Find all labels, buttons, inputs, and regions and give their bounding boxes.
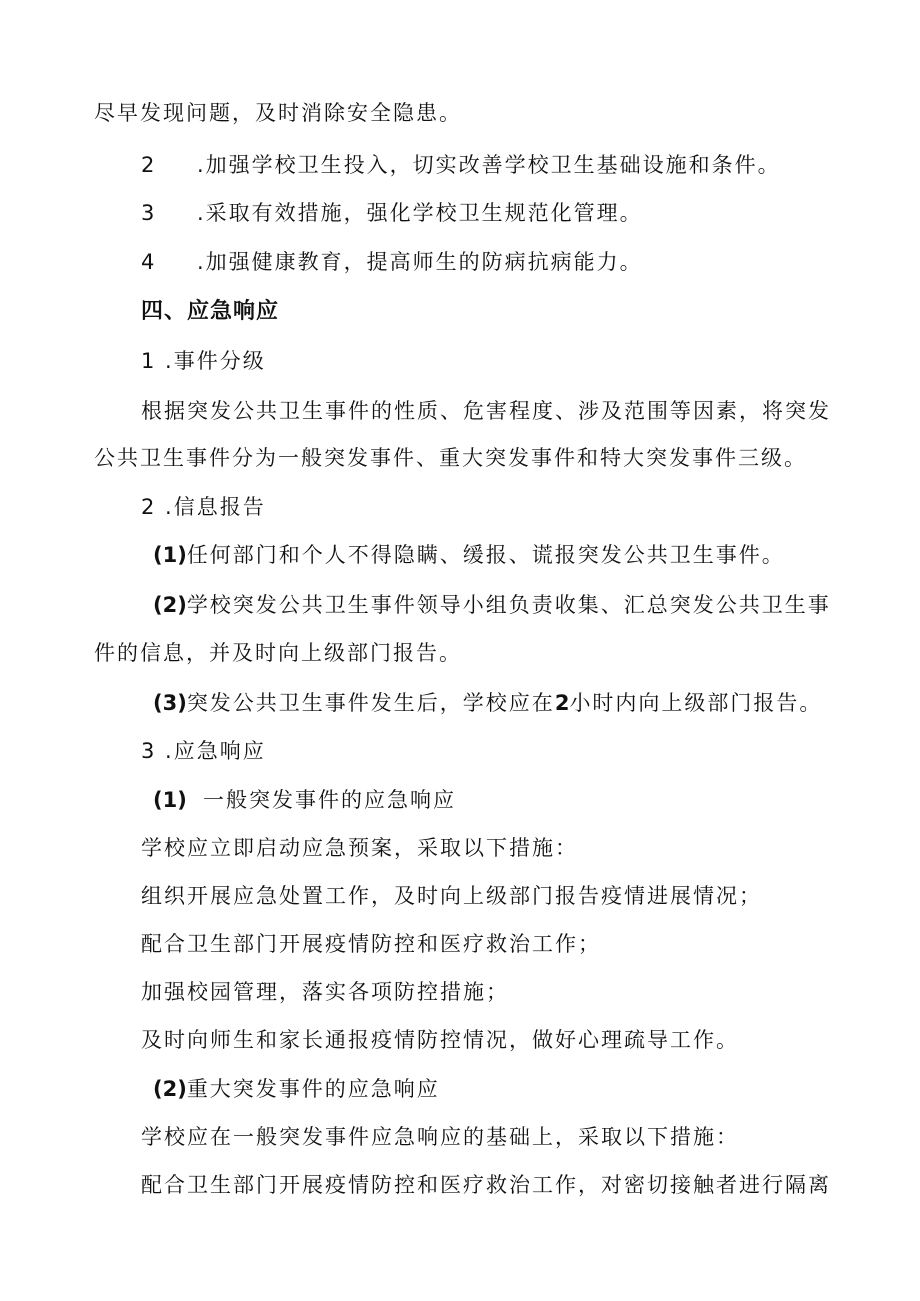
paragraph-line — [94, 638, 462, 668]
numbered-item-4 — [141, 247, 643, 277]
item-number: 4 — [141, 250, 155, 274]
paragraph-line — [141, 396, 831, 426]
line-text: 公共卫生事件分为一般突发事件、重大突发事件和特大突发事件三级。 — [94, 446, 807, 470]
item-text: 小时内向上级部门报告。 — [569, 691, 823, 715]
subsection-heading-1 — [141, 346, 266, 376]
subsection-text: 2 .信息报告 — [141, 495, 266, 519]
item-marker: (2) — [153, 593, 187, 617]
item-text: 一般突发事件的应急响应 — [203, 788, 456, 812]
paragraph-line — [141, 929, 601, 959]
list-item — [153, 785, 456, 815]
text-line — [94, 98, 462, 128]
item-text: 重大突发事件的应急响应 — [186, 1077, 440, 1101]
line-text: 根据突发公共卫生事件的性质、危害程度、涉及范围等因素，将突发 — [141, 399, 831, 423]
line-text: 及时向师生和家长通报疫情防控情况，做好心理疏导工作。 — [141, 1028, 739, 1052]
line-text: 尽早发现问题，及时消除安全隐患。 — [94, 101, 462, 125]
section-heading — [141, 297, 279, 327]
paragraph-line — [141, 1025, 739, 1055]
line-text: 配合卫生部门开展疫情防控和医疗救治工作； — [141, 932, 601, 956]
line-text: 配合卫生部门开展疫情防控和医疗救治工作，对密切接触者进行隔离 — [141, 1173, 831, 1197]
paragraph-line — [141, 833, 578, 863]
paragraph-line — [141, 1122, 739, 1152]
heading-text: 四、应急响应 — [141, 299, 280, 324]
list-item — [153, 590, 831, 620]
numbered-item-3 — [141, 198, 643, 228]
item-text: 学校突发公共卫生事件领导小组负责收集、汇总突发公共卫生事 — [186, 593, 831, 617]
subsection-heading-2 — [141, 492, 266, 522]
item-marker: (1) — [153, 788, 187, 812]
list-item — [153, 688, 822, 718]
list-item — [153, 540, 785, 570]
paragraph-line — [141, 1170, 831, 1200]
item-text: .加强学校卫生投入，切实改善学校卫生基础设施和条件。 — [197, 153, 781, 177]
line-text: 加强校园管理，落实各项防控措施； — [141, 980, 509, 1004]
item-marker: (2) — [153, 1077, 187, 1101]
paragraph-line — [141, 881, 762, 911]
item-number: 3 — [141, 201, 155, 225]
item-number-inline: 2 — [554, 691, 570, 715]
paragraph-line — [94, 443, 807, 473]
item-text: .加强健康教育，提高师生的防病抗病能力。 — [197, 250, 643, 274]
item-marker: (1) — [153, 543, 187, 567]
line-text: 学校应在一般突发事件应急响应的基础上，采取以下措施： — [141, 1125, 739, 1149]
item-text: 突发公共卫生事件发生后，学校应在 — [186, 691, 555, 715]
subsection-text: 1 .事件分级 — [141, 349, 266, 373]
item-number: 2 — [141, 153, 155, 177]
paragraph-line — [141, 977, 509, 1007]
item-text: .采取有效措施，强化学校卫生规范化管理。 — [197, 201, 643, 225]
subsection-text: 3 .应急响应 — [141, 739, 266, 763]
numbered-item-2 — [141, 150, 781, 180]
line-text: 学校应立即启动应急预案，采取以下措施： — [141, 836, 578, 860]
line-text: 件的信息，并及时向上级部门报告。 — [94, 641, 462, 665]
item-marker: (3) — [153, 691, 187, 715]
item-text: 任何部门和个人不得隐瞒、缓报、谎报突发公共卫生事件。 — [186, 543, 785, 567]
list-item — [153, 1074, 440, 1104]
line-text: 组织开展应急处置工作，及时向上级部门报告疫情进展情况； — [141, 884, 762, 908]
subsection-heading-3 — [141, 736, 266, 766]
